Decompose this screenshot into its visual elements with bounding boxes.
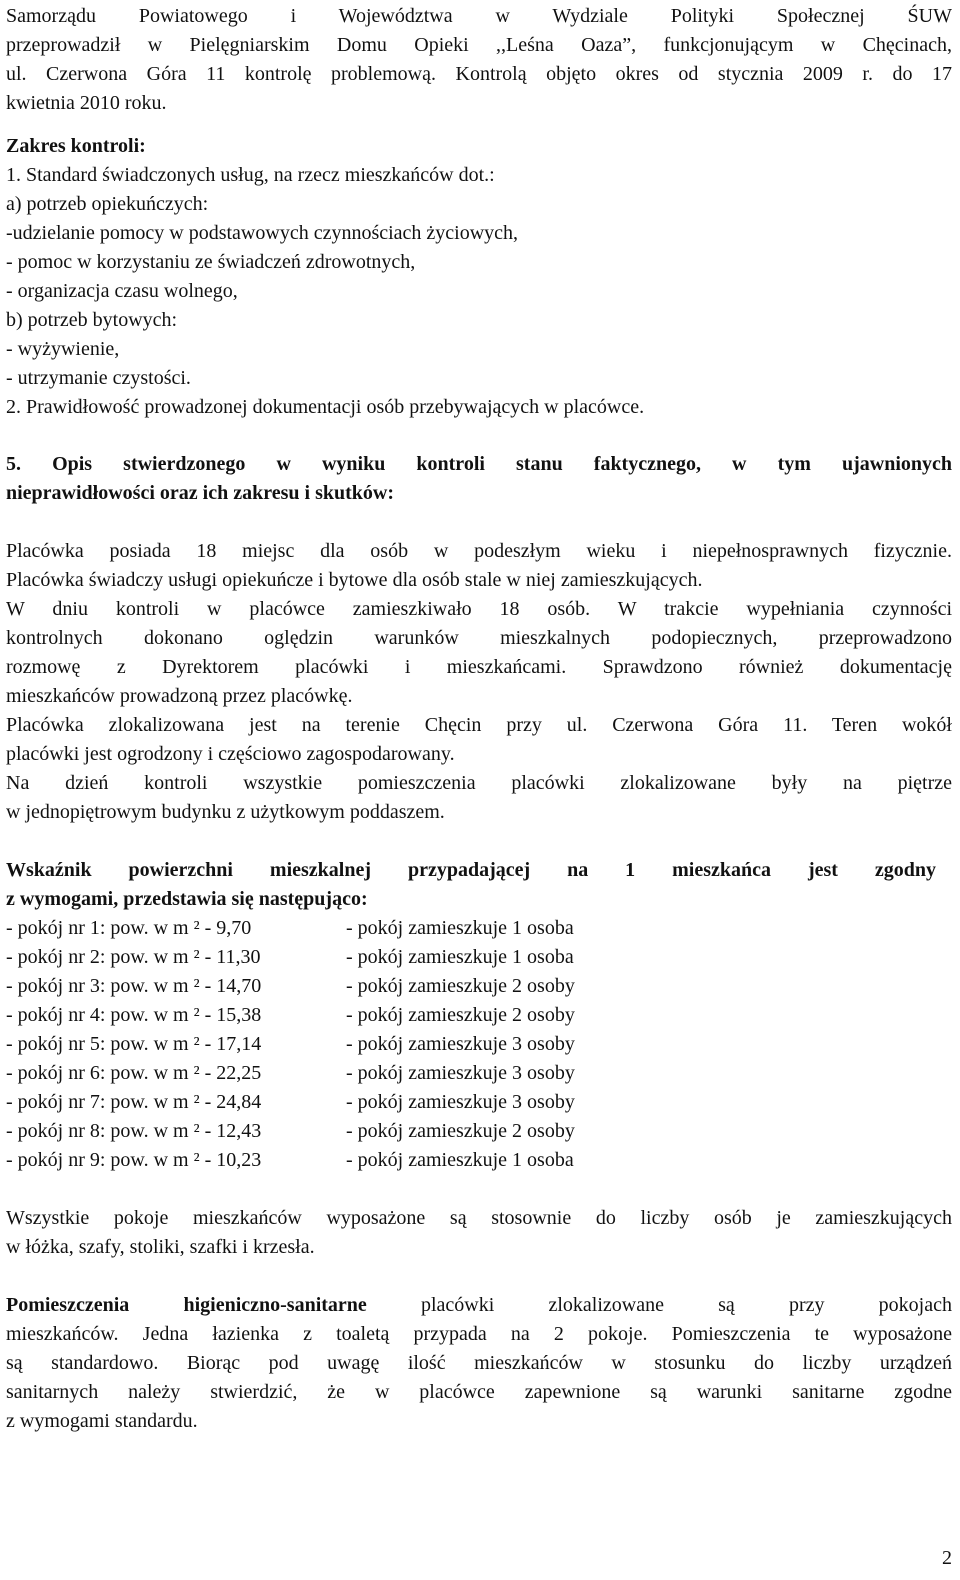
body-line: w łóżka, szafy, stoliki, szafki i krzesła. — [6, 1236, 315, 1258]
list-item — [6, 1146, 952, 1175]
body-line: z wymogami standardu. — [6, 1410, 198, 1432]
list-item — [6, 1059, 952, 1088]
room-occupancy: - pokój zamieszkuje 2 osoby — [346, 1004, 575, 1026]
room-area: - pokój nr 8: pow. w m ² - 12,43 — [6, 1120, 262, 1142]
list-item — [6, 1001, 952, 1030]
intro-line: Samorządu Powiatowego i Województwa w Wydziale Polityki Społecznej ŚUW — [6, 5, 952, 27]
document-page — [6, 2, 952, 1436]
body-line: w jednopiętrowym budynku z użytkowym poddaszem. — [6, 801, 445, 823]
indicator-heading-line: z wymogami, przedstawia się następująco: — [6, 888, 368, 910]
scope-item: b) potrzeb bytowych: — [6, 309, 178, 331]
scope-section — [6, 132, 952, 422]
body-line: Placówka świadczy usługi opiekuńcze i bytowe dla osób stale w niej zamieszkujących. — [6, 569, 703, 591]
scope-item: a) potrzeb opiekuńczych: — [6, 193, 209, 215]
scope-heading: Zakres kontroli: — [6, 135, 146, 157]
scope-item: - wyżywienie, — [6, 338, 120, 360]
list-item — [6, 914, 952, 943]
scope-item: - utrzymanie czystości. — [6, 367, 191, 389]
room-area: - pokój nr 4: pow. w m ² - 15,38 — [6, 1004, 262, 1026]
room-occupancy: - pokój zamieszkuje 2 osoby — [346, 975, 575, 997]
room-occupancy: - pokój zamieszkuje 3 osoby — [346, 1033, 575, 1055]
body-line: mieszkańców prowadzoną przez placówkę. — [6, 685, 353, 707]
room-area: - pokój nr 5: pow. w m ² - 17,14 — [6, 1033, 262, 1055]
room-area: - pokój nr 2: pow. w m ² - 11,30 — [6, 946, 261, 968]
room-area: - pokój nr 1: pow. w m ² - 9,70 — [6, 917, 252, 939]
body-line: Placówka posiada 18 miejsc dla osób w podeszłym wieku i niepełnosprawnych fizycznie. — [6, 540, 952, 562]
room-area: - pokój nr 7: pow. w m ² - 24,84 — [6, 1091, 262, 1113]
room-area: - pokój nr 6: pow. w m ² - 22,25 — [6, 1062, 262, 1084]
body-line: W dniu kontroli w placówce zamieszkiwało 18 osób. W trakcie wypełniania czynności — [6, 598, 952, 620]
area-indicator-section — [6, 856, 952, 1175]
room-occupancy: - pokój zamieszkuje 3 osoby — [346, 1062, 575, 1084]
intro-line: kwietnia 2010 roku. — [6, 92, 167, 114]
body-line: są standardowo. Biorąc pod uwagę ilość mieszkańców w stosunku do liczby urządzeń — [6, 1352, 952, 1374]
room-occupancy: - pokój zamieszkuje 1 osoba — [346, 1149, 574, 1171]
intro-line: przeprowadził w Pielęgniarskim Domu Opieki ,,Leśna Oaza”, funkcjonującym w Chęcinach, — [6, 34, 952, 56]
sanitary-paragraph — [6, 1291, 952, 1436]
room-occupancy: - pokój zamieszkuje 1 osoba — [346, 917, 574, 939]
body-line: mieszkańców. Jedna łazienka z toaletą przypada na 2 pokoje. Pomieszczenia te wyposażone — [6, 1323, 952, 1345]
page-number: 2 — [942, 1547, 952, 1569]
facility-description — [6, 537, 952, 827]
body-line: sanitarnych należy stwierdzić, że w placówce zapewnione są warunki sanitarne zgodne — [6, 1381, 952, 1403]
room-area: - pokój nr 3: pow. w m ² - 14,70 — [6, 975, 262, 997]
room-occupancy: - pokój zamieszkuje 2 osoby — [346, 1120, 575, 1142]
scope-item: -udzielanie pomocy w podstawowych czynnościach życiowych, — [6, 222, 519, 244]
indicator-heading-line: Wskaźnik powierzchni mieszkalnej przypadającej na 1 mieszkańca jest zgodny — [6, 859, 936, 881]
body-line: kontrolnych dokonano oględzin warunków mieszkalnych podopiecznych, przeprowadzono — [6, 627, 952, 649]
intro-paragraph — [6, 2, 952, 118]
section-heading-line: nieprawidłowości oraz ich zakresu i skutków: — [6, 482, 394, 504]
list-item — [6, 972, 952, 1001]
list-item — [6, 943, 952, 972]
list-item — [6, 1088, 952, 1117]
section-heading-line: 5. Opis stwierdzonego w wyniku kontroli stanu faktycznego, w tym ujawnionych — [6, 453, 952, 475]
body-line: placówki jest ogrodzony i częściowo zagospodarowany. — [6, 743, 455, 765]
room-area: - pokój nr 9: pow. w m ² - 10,23 — [6, 1149, 262, 1171]
room-list — [6, 914, 952, 1175]
sanitary-line-rest: placówki zlokalizowane są przy pokojach — [366, 1294, 952, 1316]
body-line: Wszystkie pokoje mieszkańców wyposażone są stosownie do liczby osób je zamieszkujących — [6, 1207, 952, 1229]
scope-item: 2. Prawidłowość prowadzonej dokumentacji osób przebywających w placówce. — [6, 396, 645, 418]
room-occupancy: - pokój zamieszkuje 3 osoby — [346, 1091, 575, 1113]
section-5-heading — [6, 450, 952, 508]
list-item — [6, 1030, 952, 1059]
scope-item: - pomoc w korzystaniu ze świadczeń zdrowotnych, — [6, 251, 416, 273]
body-line: Placówka zlokalizowana jest na terenie Chęcin przy ul. Czerwona Góra 11. Teren wokół — [6, 714, 952, 736]
room-occupancy: - pokój zamieszkuje 1 osoba — [346, 946, 574, 968]
list-item — [6, 1117, 952, 1146]
body-line: Na dzień kontroli wszystkie pomieszczenia placówki zlokalizowane były na piętrze — [6, 772, 952, 794]
intro-line: ul. Czerwona Góra 11 kontrolę problemową. Kontrolą objęto okres od stycznia 2009 r. do 17 — [6, 63, 952, 85]
scope-item: - organizacja czasu wolnego, — [6, 280, 238, 302]
equipment-paragraph — [6, 1204, 952, 1262]
body-line: rozmowę z Dyrektorem placówki i mieszkańcami. Sprawdzono również dokumentację — [6, 656, 952, 678]
body-line — [6, 1291, 952, 1320]
sanitary-bold-lead: Pomieszczenia higieniczno-sanitarne — [6, 1294, 367, 1316]
scope-item: 1. Standard świadczonych usług, na rzecz mieszkańców dot.: — [6, 164, 495, 186]
